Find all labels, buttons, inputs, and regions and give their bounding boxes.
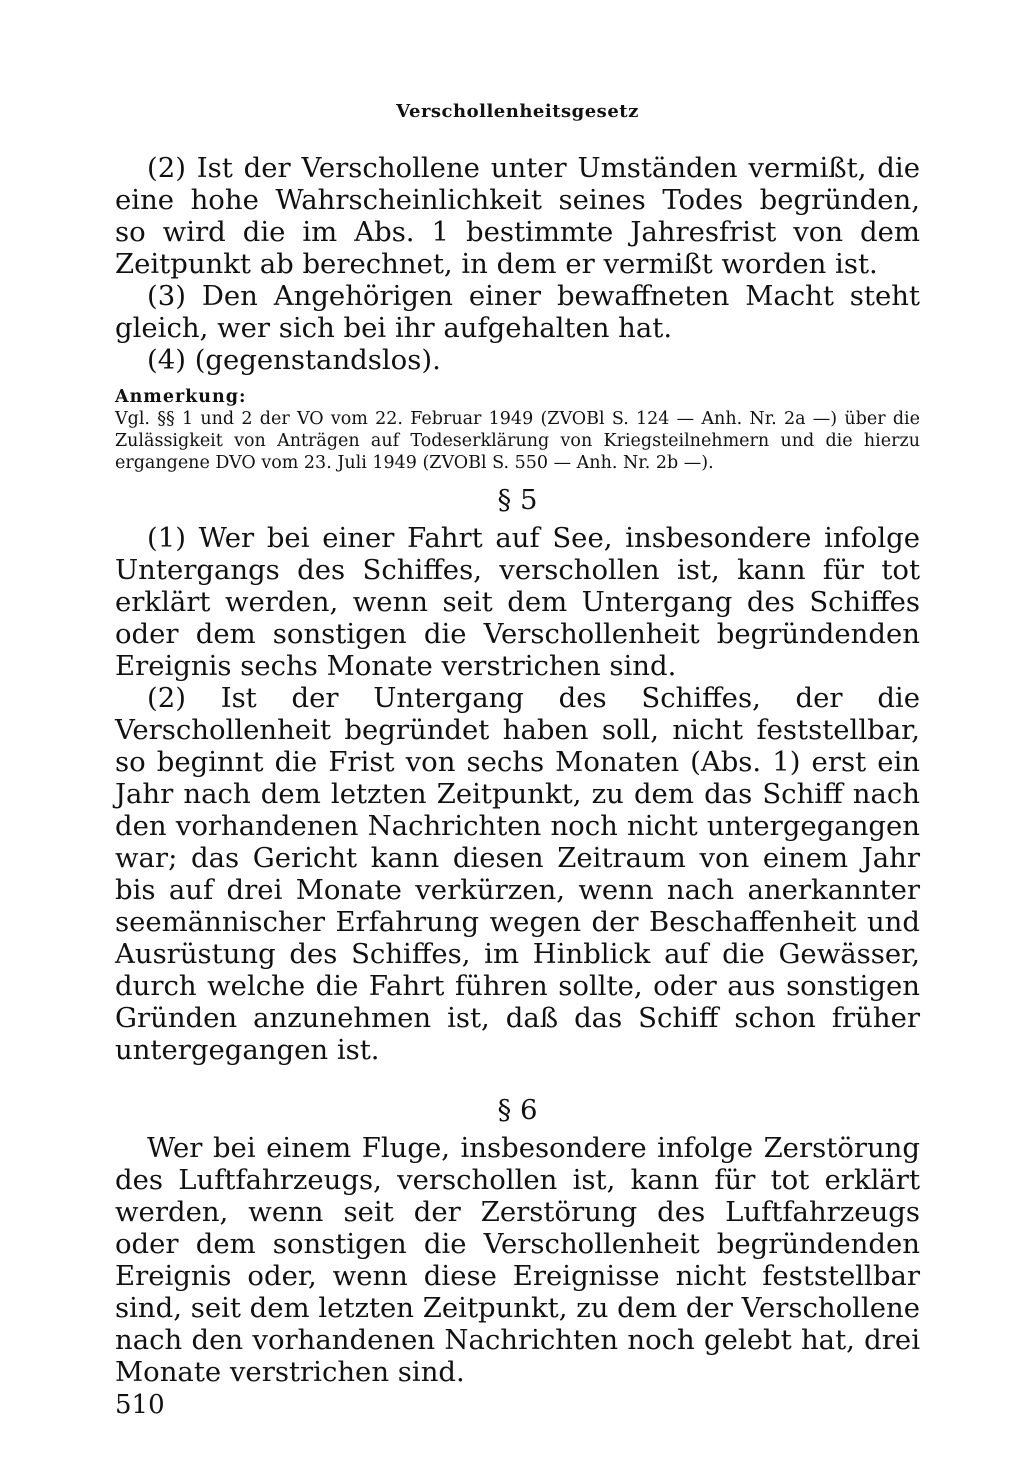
section-6-heading: § 6 — [497, 1094, 538, 1126]
body-text — [115, 152, 920, 1388]
page-number: 510 — [115, 1390, 165, 1420]
annotation-block — [115, 386, 920, 474]
paragraph-4-2: (2) Ist der Verschollene unter Umständen vermißt, die eine hohe Wahrscheinlichkeit seines Todes begründen, so wird die im Abs. 1 bestimmte Jahresfrist von dem Zeitpunkt ab berechnet, in dem er vermißt worden ist. — [115, 152, 920, 280]
paragraph-5-2: (2) Ist der Untergang des Schiffes, der die Verschollenheit begründet haben soll, nicht feststellbar, so beginnt die Frist von sechs Monaten (Abs. 1) erst ein Jahr nach dem letzten Zeitpunkt, zu dem das Schiff nach den vorhandenen Nachrichten noch nicht untergegangen war; das Gericht kann diesen Zeitraum von einem Jahr bis auf drei Monate verkürzen, wenn nach anerkannter seemännischer Erfahrung wegen der Beschaffenheit und Ausrüstung des Schiffes, im Hinblick auf die Gewässer, durch welche die Fahrt führen sollte, oder aus sonstigen Gründen anzunehmen ist, daß das Schiff schon früher untergegangen ist. — [115, 682, 920, 1066]
annotation-heading: Anmerkung: — [115, 387, 247, 407]
section-5-heading: § 5 — [497, 484, 538, 516]
annotation-text: Vgl. §§ 1 und 2 der VO vom 22. Februar 1949 (ZVOBl S. 124 — Anh. Nr. 2a —) über die Zulässigkeit von Anträgen auf Todeserklärung von Kriegsteilnehmern und die hierzu ergangene DVO vom 23. Juli 1949 (ZVOBl S. 550 — Anh. Nr. 2b —). — [115, 409, 920, 473]
book-page — [115, 0, 920, 1474]
paragraph-6-1: Wer bei einem Fluge, insbesondere infolge Zerstörung des Luftfahrzeugs, verschollen ist, kann für tot erklärt werden, wenn seit der Zerstörung des Luftfahrzeugs oder dem sonstigen die Verschollenheit begründenden Ereignis oder, wenn diese Ereignisse nicht feststellbar sind, seit dem letzten Zeitpunkt, zu dem der Verschollene nach den vorhandenen Nachrichten noch gelebt hat, drei Monate verstrichen sind. — [115, 1132, 921, 1388]
running-title: Verschollenheitsgesetz — [396, 101, 639, 122]
paragraph-4-3: (3) Den Angehörigen einer bewaffneten Macht steht gleich, wer sich bei ihr aufgehalten hat. — [115, 280, 920, 344]
paragraph-4-4: (4) (gegenstandslos). — [147, 344, 441, 376]
paragraph-5-1: (1) Wer bei einer Fahrt auf See, insbesondere infolge Untergangs des Schiffes, verschollen ist, kann für tot erklärt werden, wenn seit dem Untergang des Schiffes oder dem sonstigen die Verschollenheit begründenden Ereignis sechs Monate verstrichen sind. — [115, 522, 920, 682]
